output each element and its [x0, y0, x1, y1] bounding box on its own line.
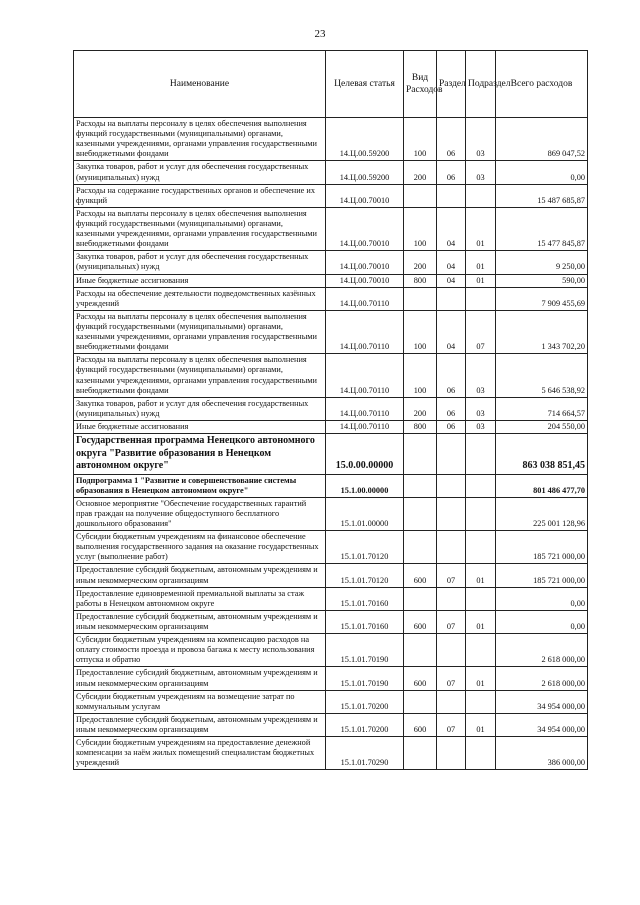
table-row [74, 497, 588, 530]
cell-name: Субсидии бюджетным учреждениям на компенсацию расходов на оплату стоимости проезда и провоза багажа к месту использования отпуска и обратно [74, 634, 326, 667]
cell-name: Иные бюджетные ассигнования [74, 420, 326, 433]
table-row [74, 690, 588, 713]
cell-section: 06 [437, 397, 466, 420]
table-row [74, 354, 588, 397]
cell-subsection [466, 434, 496, 475]
cell-article: 14.Ц.00.70010 [326, 274, 404, 287]
cell-subsection [466, 474, 496, 497]
table-row [74, 207, 588, 250]
cell-kind [404, 497, 437, 530]
cell-total: 15 487 685,87 [496, 184, 588, 207]
cell-section: 06 [437, 354, 466, 397]
cell-article: 14.Ц.00.70110 [326, 310, 404, 353]
cell-subsection: 03 [466, 118, 496, 161]
cell-article: 14.Ц.00.59200 [326, 118, 404, 161]
cell-total: 185 721 000,00 [496, 564, 588, 587]
cell-total: 386 000,00 [496, 737, 588, 770]
cell-subsection [466, 587, 496, 610]
cell-article: 14.Ц.00.70110 [326, 397, 404, 420]
cell-subsection: 01 [466, 207, 496, 250]
table-row [74, 397, 588, 420]
cell-kind: 600 [404, 610, 437, 633]
cell-section: 06 [437, 118, 466, 161]
table-row [74, 434, 588, 475]
cell-kind: 100 [404, 118, 437, 161]
cell-name: Иные бюджетные ассигнования [74, 274, 326, 287]
column-header-total: Всего расходов [496, 51, 588, 118]
cell-name: Предоставление субсидий бюджетным, автономным учреждениям и иным некоммерческим организациям [74, 564, 326, 587]
cell-subsection: 01 [466, 274, 496, 287]
cell-section [437, 587, 466, 610]
cell-article: 14.Ц.00.70010 [326, 251, 404, 274]
table-row [74, 737, 588, 770]
cell-kind: 600 [404, 713, 437, 736]
cell-kind [404, 587, 437, 610]
cell-name: Закупка товаров, работ и услуг для обеспечения государственных (муниципальных) нужд [74, 397, 326, 420]
cell-name: Предоставление субсидий бюджетным, автономным учреждениям и иным некоммерческим организациям [74, 610, 326, 633]
cell-article: 15.1.01.70190 [326, 667, 404, 690]
cell-total: 5 646 538,92 [496, 354, 588, 397]
cell-kind: 200 [404, 251, 437, 274]
cell-subsection: 03 [466, 397, 496, 420]
cell-kind: 200 [404, 161, 437, 184]
cell-subsection: 01 [466, 667, 496, 690]
cell-article: 14.Ц.00.59200 [326, 161, 404, 184]
cell-kind: 200 [404, 397, 437, 420]
cell-total: 2 618 000,00 [496, 634, 588, 667]
cell-name: Предоставление единовременной премиальной выплаты за стаж работы в Ненецком автономном округе [74, 587, 326, 610]
cell-section [437, 287, 466, 310]
cell-article: 14.Ц.00.70110 [326, 354, 404, 397]
cell-name: Предоставление субсидий бюджетным, автономным учреждениям и иным некоммерческим организациям [74, 713, 326, 736]
table-row [74, 474, 588, 497]
cell-kind [404, 184, 437, 207]
cell-article: 15.1.01.70160 [326, 610, 404, 633]
cell-subsection [466, 634, 496, 667]
cell-subsection: 01 [466, 713, 496, 736]
cell-subsection [466, 531, 496, 564]
cell-subsection [466, 690, 496, 713]
cell-section: 06 [437, 420, 466, 433]
table-row [74, 274, 588, 287]
cell-article: 15.1.01.70160 [326, 587, 404, 610]
cell-name: Государственная программа Ненецкого автономного округа "Развитие образования в Ненецком автономном округе" [74, 434, 326, 475]
cell-article: 15.1.00.00000 [326, 474, 404, 497]
cell-subsection: 01 [466, 251, 496, 274]
cell-kind: 600 [404, 564, 437, 587]
cell-name: Подпрограмма 1 "Развитие и совершенствование системы образования в Ненецком автономном округе" [74, 474, 326, 497]
table-row [74, 610, 588, 633]
cell-total: 15 477 845,87 [496, 207, 588, 250]
cell-article: 15.1.01.70200 [326, 713, 404, 736]
cell-name: Закупка товаров, работ и услуг для обеспечения государственных (муниципальных) нужд [74, 251, 326, 274]
cell-name: Субсидии бюджетным учреждениям на финансовое обеспечение выполнения государственного задания на оказание государственных услуг (выполнение работ) [74, 531, 326, 564]
cell-section: 07 [437, 610, 466, 633]
cell-article: 15.1.01.70200 [326, 690, 404, 713]
cell-total: 204 550,00 [496, 420, 588, 433]
table-row [74, 161, 588, 184]
cell-name: Расходы на выплаты персоналу в целях обеспечения выполнения функций государственными (муниципальными) органами, казенными учреждениями, органами управления государственными внебюджетными фондами [74, 354, 326, 397]
cell-section [437, 531, 466, 564]
table-row [74, 287, 588, 310]
cell-article: 14.Ц.00.70110 [326, 287, 404, 310]
cell-article: 15.1.01.70120 [326, 531, 404, 564]
cell-article: 14.Ц.00.70110 [326, 420, 404, 433]
table-row [74, 118, 588, 161]
table-row [74, 564, 588, 587]
cell-total: 714 664,57 [496, 397, 588, 420]
cell-article: 15.1.01.70120 [326, 564, 404, 587]
column-header-name: Наименование [74, 51, 326, 118]
table-header-row [74, 51, 588, 118]
budget-table [73, 50, 588, 770]
column-header-article: Целевая статья [326, 51, 404, 118]
cell-section: 04 [437, 251, 466, 274]
cell-article: 14.Ц.00.70010 [326, 207, 404, 250]
cell-section [437, 690, 466, 713]
table-row [74, 184, 588, 207]
cell-subsection [466, 497, 496, 530]
cell-section: 04 [437, 310, 466, 353]
cell-name: Расходы на обеспечение деятельности подведомственных казённых учреждений [74, 287, 326, 310]
table-row [74, 251, 588, 274]
table-row [74, 310, 588, 353]
cell-section [437, 737, 466, 770]
column-header-subsection: Подраздел [466, 51, 496, 118]
cell-subsection [466, 737, 496, 770]
cell-kind [404, 737, 437, 770]
page-number: 23 [314, 28, 326, 40]
cell-section [437, 634, 466, 667]
cell-total: 0,00 [496, 161, 588, 184]
cell-section: 07 [437, 713, 466, 736]
cell-name: Расходы на выплаты персоналу в целях обеспечения выполнения функций государственными (муниципальными) органами, казенными учреждениями, органами управления государственными внебюджетными фондами [74, 118, 326, 161]
table-row [74, 587, 588, 610]
cell-total: 225 001 128,96 [496, 497, 588, 530]
table-row [74, 531, 588, 564]
cell-total: 869 047,52 [496, 118, 588, 161]
cell-article: 15.1.01.70290 [326, 737, 404, 770]
cell-subsection: 01 [466, 610, 496, 633]
cell-subsection: 01 [466, 564, 496, 587]
cell-kind [404, 287, 437, 310]
column-header-kind: Вид Расходов [404, 51, 437, 118]
cell-total: 185 721 000,00 [496, 531, 588, 564]
cell-total: 0,00 [496, 610, 588, 633]
cell-name: Субсидии бюджетным учреждениям на предоставление денежной компенсации за наём жилых помещений специалистам бюджетных учреждений [74, 737, 326, 770]
cell-article: 15.0.00.00000 [326, 434, 404, 475]
cell-section [437, 474, 466, 497]
cell-subsection: 03 [466, 354, 496, 397]
cell-total: 34 954 000,00 [496, 690, 588, 713]
cell-section: 04 [437, 274, 466, 287]
cell-section [437, 434, 466, 475]
cell-name: Закупка товаров, работ и услуг для обеспечения государственных (муниципальных) нужд [74, 161, 326, 184]
cell-name: Расходы на содержание государственных органов и обеспечение их функций [74, 184, 326, 207]
table-row [74, 634, 588, 667]
cell-kind: 100 [404, 310, 437, 353]
cell-name: Расходы на выплаты персоналу в целях обеспечения выполнения функций государственными (муниципальными) органами, казенными учреждениями, органами управления государственными внебюджетными фондами [74, 207, 326, 250]
cell-section [437, 497, 466, 530]
cell-kind: 100 [404, 354, 437, 397]
cell-total: 34 954 000,00 [496, 713, 588, 736]
cell-total: 2 618 000,00 [496, 667, 588, 690]
cell-section [437, 184, 466, 207]
cell-section: 07 [437, 667, 466, 690]
cell-name: Субсидии бюджетным учреждениям на возмещение затрат по коммунальным услугам [74, 690, 326, 713]
cell-subsection [466, 184, 496, 207]
cell-name: Предоставление субсидий бюджетным, автономным учреждениям и иным некоммерческим организациям [74, 667, 326, 690]
cell-kind: 800 [404, 420, 437, 433]
cell-article: 15.1.01.00000 [326, 497, 404, 530]
cell-article: 15.1.01.70190 [326, 634, 404, 667]
cell-name: Расходы на выплаты персоналу в целях обеспечения выполнения функций государственными (муниципальными) органами, казенными учреждениями, органами управления государственными внебюджетными фондами [74, 310, 326, 353]
cell-kind: 800 [404, 274, 437, 287]
cell-kind: 100 [404, 207, 437, 250]
cell-kind [404, 634, 437, 667]
table-row [74, 667, 588, 690]
cell-subsection: 03 [466, 161, 496, 184]
cell-total: 0,00 [496, 587, 588, 610]
column-header-section: Раздел [437, 51, 466, 118]
cell-kind [404, 434, 437, 475]
cell-section: 06 [437, 161, 466, 184]
cell-total: 7 909 455,69 [496, 287, 588, 310]
cell-kind [404, 474, 437, 497]
cell-kind [404, 690, 437, 713]
cell-kind: 600 [404, 667, 437, 690]
cell-total: 9 250,00 [496, 251, 588, 274]
cell-kind [404, 531, 437, 564]
cell-article: 14.Ц.00.70010 [326, 184, 404, 207]
cell-total: 801 486 477,70 [496, 474, 588, 497]
cell-subsection [466, 287, 496, 310]
cell-total: 1 343 702,20 [496, 310, 588, 353]
cell-subsection: 03 [466, 420, 496, 433]
cell-section: 04 [437, 207, 466, 250]
cell-subsection: 07 [466, 310, 496, 353]
table-row [74, 713, 588, 736]
cell-total: 863 038 851,45 [496, 434, 588, 475]
cell-total: 590,00 [496, 274, 588, 287]
table-row [74, 420, 588, 433]
cell-name: Основное мероприятие "Обеспечение государственных гарантий прав граждан на получение общедоступного бесплатного дошкольного образования" [74, 497, 326, 530]
cell-section: 07 [437, 564, 466, 587]
